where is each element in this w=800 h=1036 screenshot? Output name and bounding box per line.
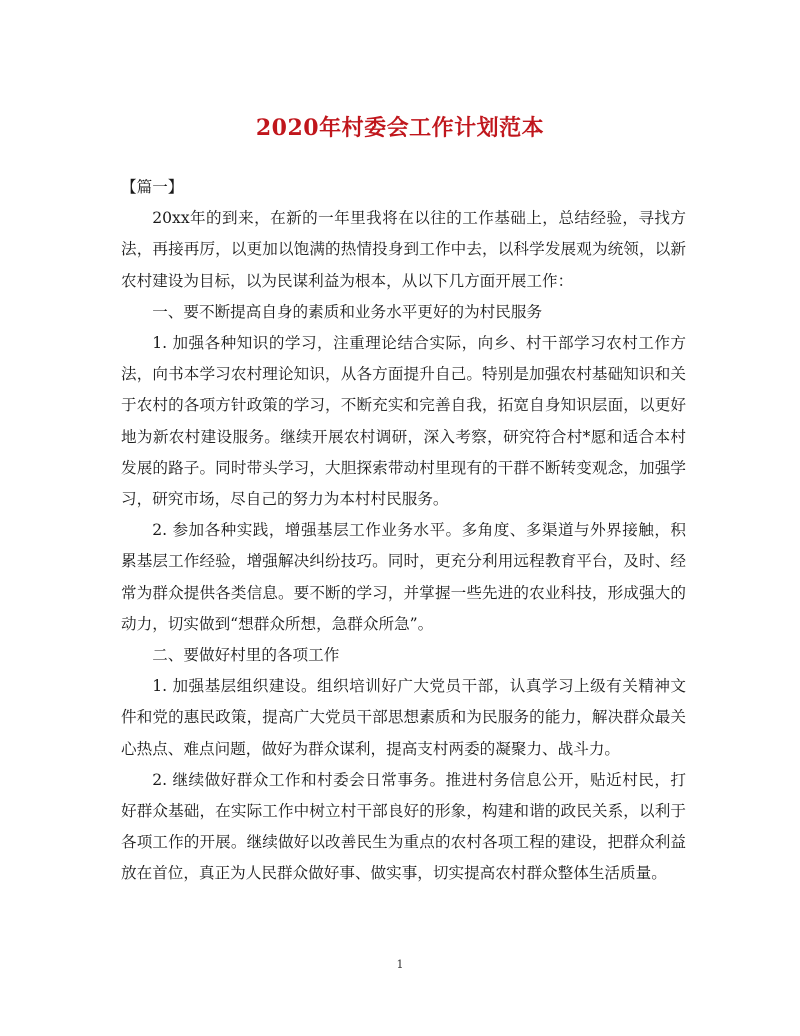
section-label: 【篇一】 bbox=[121, 178, 184, 196]
document-title: 2020年村委会工作计划范本 bbox=[255, 115, 545, 141]
paragraph-1-2: 2. 参加各种实践，增强基层工作业务水平。多角度、多渠道与外界接触，积累基层工作经验，增强解决纠纷技巧。同时，更充分利用远程教育平台，及时、经常为群众提供各类信息。要不断的学习，并掌握一些先进的农业科技，形成强大的动力，切实做到“想群众所想，急群众所急”。 bbox=[121, 521, 686, 633]
paragraph-intro: 20xx年的到来，在新的一年里我将在以往的工作基础上，总结经验，寻找方法，再接再厉，以更加以饱满的热情投身到工作中去，以科学发展观为统领，以新农村建设为目标，以为民谋利益为根本，从以下几方面开展工作： bbox=[121, 209, 686, 290]
paragraph-2-1: 1. 加强基层组织建设。组织培训好广大党员干部，认真学习上级有关精神文件和党的惠民政策，提高广大党员干部思想素质和为民服务的能力，解决群众最关心热点、难点问题，做好为群众谋利，提高支村两委的凝聚力、战斗力。 bbox=[121, 677, 686, 758]
paragraph-2-2: 2. 继续做好群众工作和村委会日常事务。推进村务信息公开，贴近村民，打好群众基础，在实际工作中树立村干部良好的形象，构建和谐的政民关系，以利于各项工作的开展。继续做好以改善民生为重点的农村各项工程的建设，把群众利益放在首位，真正为人民群众做好事、做实事，切实提高农村群众整体生活质量。 bbox=[121, 770, 686, 883]
document-body bbox=[121, 172, 686, 890]
heading-section-2: 二、要做好村里的各项工作 bbox=[152, 646, 340, 665]
heading-section-1: 一、要不断提高自身的素质和业务水平更好的为村民服务 bbox=[152, 302, 543, 321]
paragraph-1-1: 1. 加强各种知识的学习，注重理论结合实际，向乡、村干部学习农村工作方法，向书本学习农村理论知识，从各方面提升自己。特别是加强农村基础知识和关于农村的各项方针政策的学习，不断充实和完善自我，拓宽自身知识层面，以更好地为新农村建设服务。继续开展农村调研，深入考察，研究符合村*愿和适合本村发展的路子。同时带头学习，大胆探索带动村里现有的干群不断转变观念，加强学习，研究市场，尽自己的努力为本村村民服务。 bbox=[121, 334, 686, 509]
page-number: 1 bbox=[396, 958, 404, 971]
